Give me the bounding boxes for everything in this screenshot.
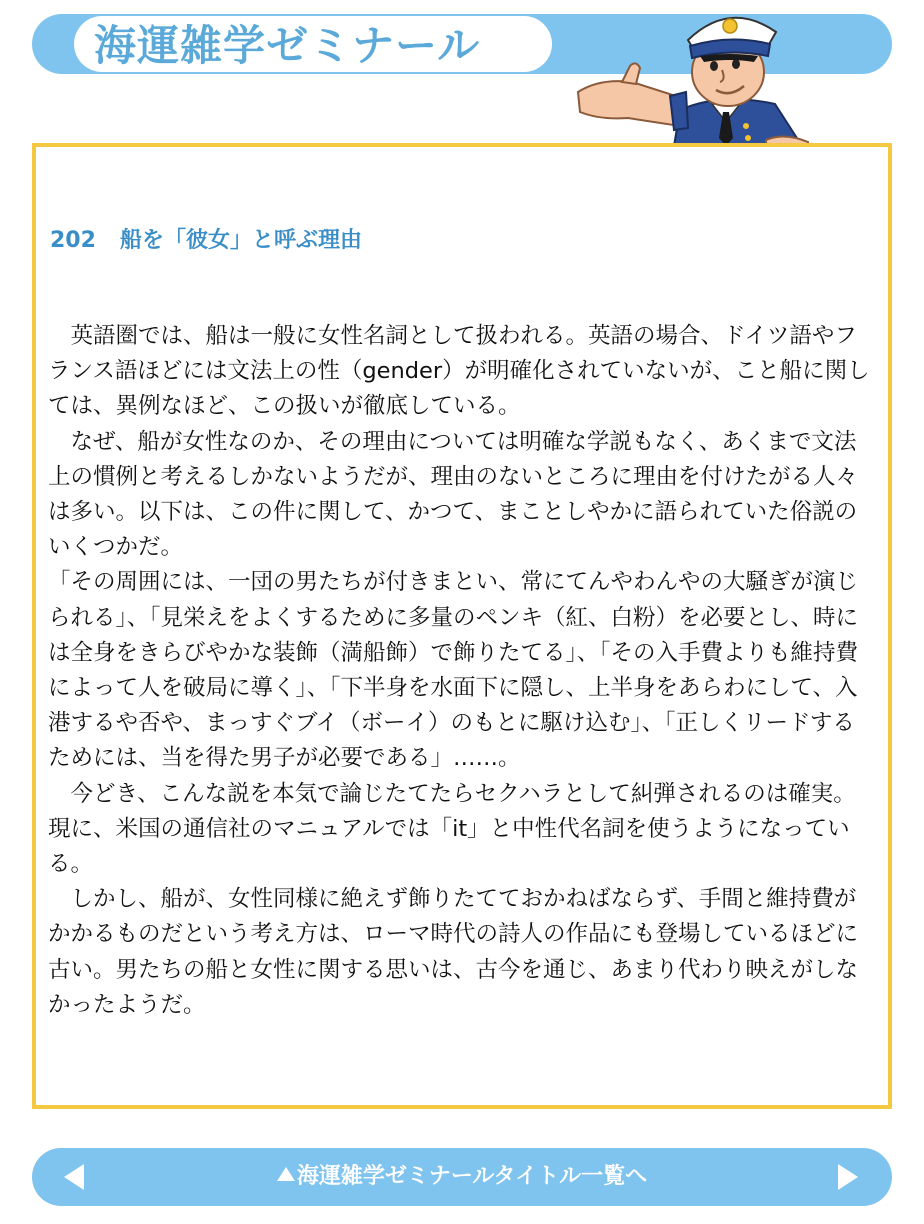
footer-nav — [32, 1148, 892, 1206]
article-paragraph: 今どき、こんな説を本気で論じたてたらセクハラとして糾弾されるのは確実。現に、米国の通信社のマニュアルでは「it」と中性代名詞を使うようになっている。 — [48, 780, 856, 878]
article-number: 202 — [50, 228, 96, 253]
triangle-right-icon[interactable] — [838, 1164, 858, 1190]
article-paragraph: 「その周囲には、一団の男たちが付きまとい、常にてんやわんやの大騒ぎが演じられる」、「見栄えをよくするために多量のペンキ（紅、白粉）を必要とし、時には全身をきらびやかな装飾（満船飾）で飾りたてる」、「その入手費よりも維持費によって人を破局に導く」、「下半身を水面下に隠し、上半身をあらわにして、入港するや否や、まっすぐブイ（ボーイ）のもとに駆け込む」、「正しくリードするためには、当を得た男子が必要である」……。 — [48, 569, 859, 772]
article-paragraph: なぜ、船が女性なのか、その理由については明確な学説もなく、あくまで文法上の慣例と考えるしかないようだが、理由のないところに理由を付けたがる人々は多い。以下は、この件に関して、かつて、まことしやかに語られていた俗説のいくつかだ。 — [48, 428, 859, 561]
article-frame — [32, 143, 892, 1109]
article-body — [48, 319, 876, 1023]
article-paragraph: しかし、船が、女性同様に絶えず飾りたてておかねばならず、手間と維持費がかかるものだという考え方は、ローマ時代の詩人の作品にも登場しているほどに古い。男たちの船と女性に関する思いは、古今を通じ、あまり代わり映えがしなかったようだ。 — [48, 886, 859, 1018]
article-title: 船を「彼女」と呼ぶ理由 — [119, 228, 362, 253]
article-heading — [50, 223, 362, 254]
triangle-up-icon — [277, 1167, 295, 1181]
title-index-link[interactable] — [32, 1148, 892, 1206]
ship-captain-pointing-icon — [570, 0, 820, 158]
title-index-label: 海運雑学ゼミナールタイトル一覧へ — [296, 1164, 648, 1189]
article-paragraph: 英語圏では、船は一般に女性名詞として扱われる。英語の場合、ドイツ語やフランス語ほどには文法上の性（gender）が明確化されていないが、こと船に関しては、異例なほど、この扱いが徹底している。 — [48, 323, 870, 420]
site-title: 海運雑学ゼミナール — [94, 21, 481, 70]
